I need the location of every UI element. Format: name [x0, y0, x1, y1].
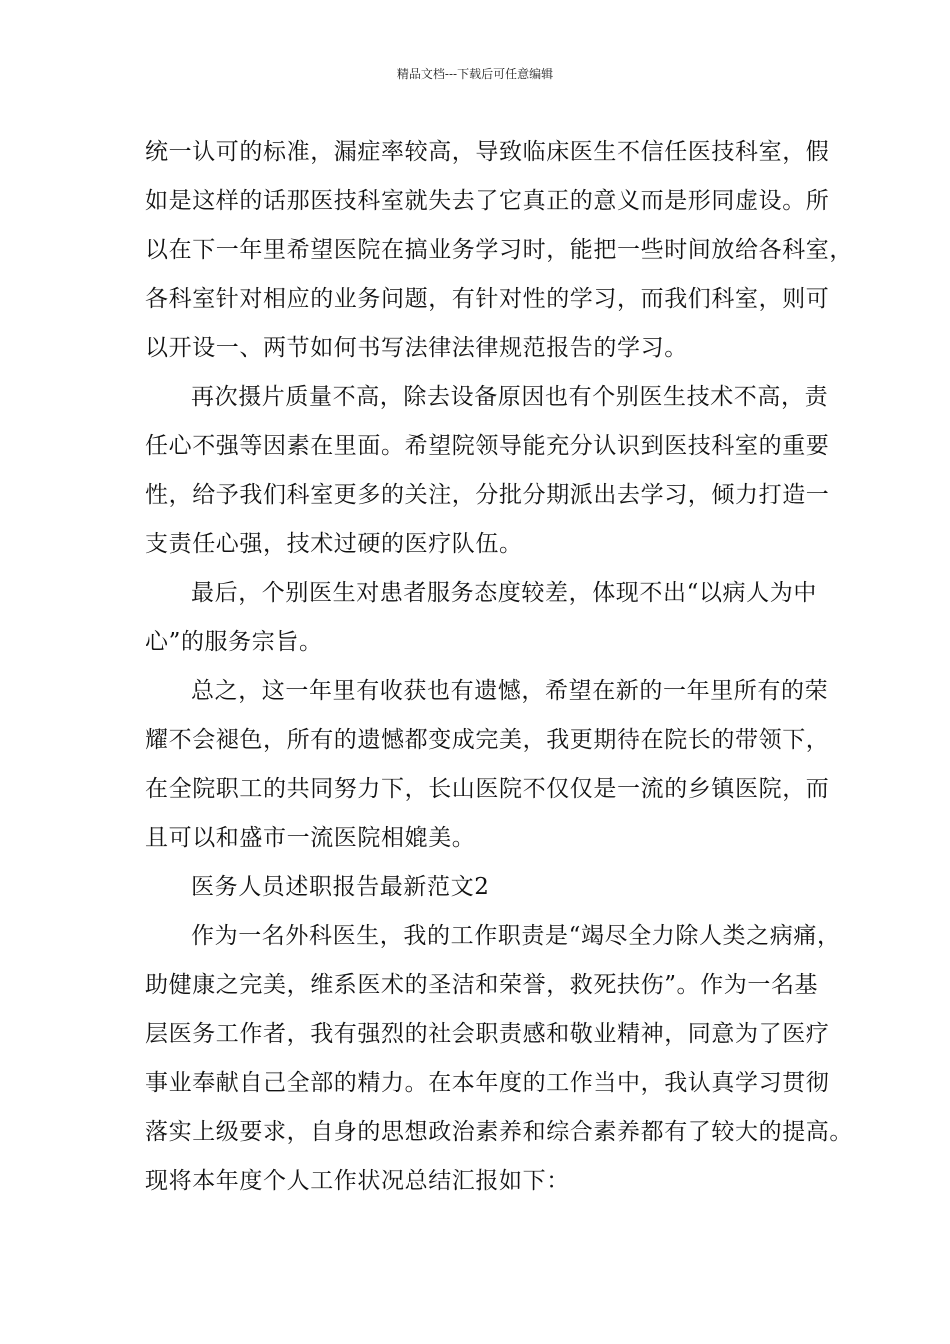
paragraph-first-line: 最后，个别医生对患者服务态度较差，体现不出“以病人为中: [191, 580, 817, 606]
paragraph-first-line: 作为一名外科医生，我的工作职责是“竭尽全力除人类之病痛，: [191, 923, 841, 949]
text-line: 任心不强等因素在里面。希望院领导能充分认识到医技科室的重要: [145, 433, 830, 459]
text-line: 层医务工作者，我有强烈的社会职责感和敬业精神，同意为了医疗: [145, 1021, 830, 1047]
paragraph-first-line: 总之，这一年里有收获也有遗憾，希望在新的一年里所有的荣: [191, 678, 829, 704]
text-line: 现将本年度个人工作状况总结汇报如下：: [145, 1168, 570, 1194]
text-line: 事业奉献自己全部的精力。在本年度的工作当中，我认真学习贯彻: [145, 1070, 830, 1096]
text-line: 助健康之完美，维系医术的圣洁和荣誉，救死扶伤”。作为一名基: [145, 972, 819, 998]
text-line: 在全院职工的共同努力下，长山医院不仅仅是一流的乡镇医院，而: [145, 776, 830, 802]
text-line: 以在下一年里希望医院在搞业务学习时，能把一些时间放给各科室，: [145, 237, 853, 263]
text-line: 如是这样的话那医技科室就失去了它真正的意义而是形同虚设。所: [145, 188, 830, 214]
text-line: 落实上级要求，自身的思想政治素养和综合素养都有了较大的提高。: [145, 1119, 853, 1145]
text-line: 性，给予我们科室更多的关注，分批分期派出去学习，倾力打造一: [145, 482, 830, 508]
text-line: 心”的服务宗旨。: [145, 629, 323, 655]
text-line: 耀不会褪色，所有的遗憾都变成完美，我更期待在院长的带领下，: [145, 727, 830, 753]
section-heading: 医务人员述职报告最新范文2: [191, 874, 490, 900]
page-header: 精品文档---下载后可任意编辑: [396, 67, 554, 81]
text-line: 且可以和盛市一流医院相媲美。: [145, 825, 476, 851]
text-line: 各科室针对相应的业务问题，有针对性的学习，而我们科室，则可: [145, 286, 830, 312]
paragraph-first-line: 再次摄片质量不高，除去设备原因也有个别医生技术不高，责: [191, 384, 829, 410]
document-body: [145, 128, 853, 1206]
text-line: 支责任心强，技术过硬的医疗队伍。: [145, 531, 523, 557]
text-line: 以开设一、两节如何书写法律法律规范报告的学习。: [145, 335, 688, 361]
text-line: 统一认可的标准，漏症率较高，导致临床医生不信任医技科室，假: [145, 139, 830, 165]
